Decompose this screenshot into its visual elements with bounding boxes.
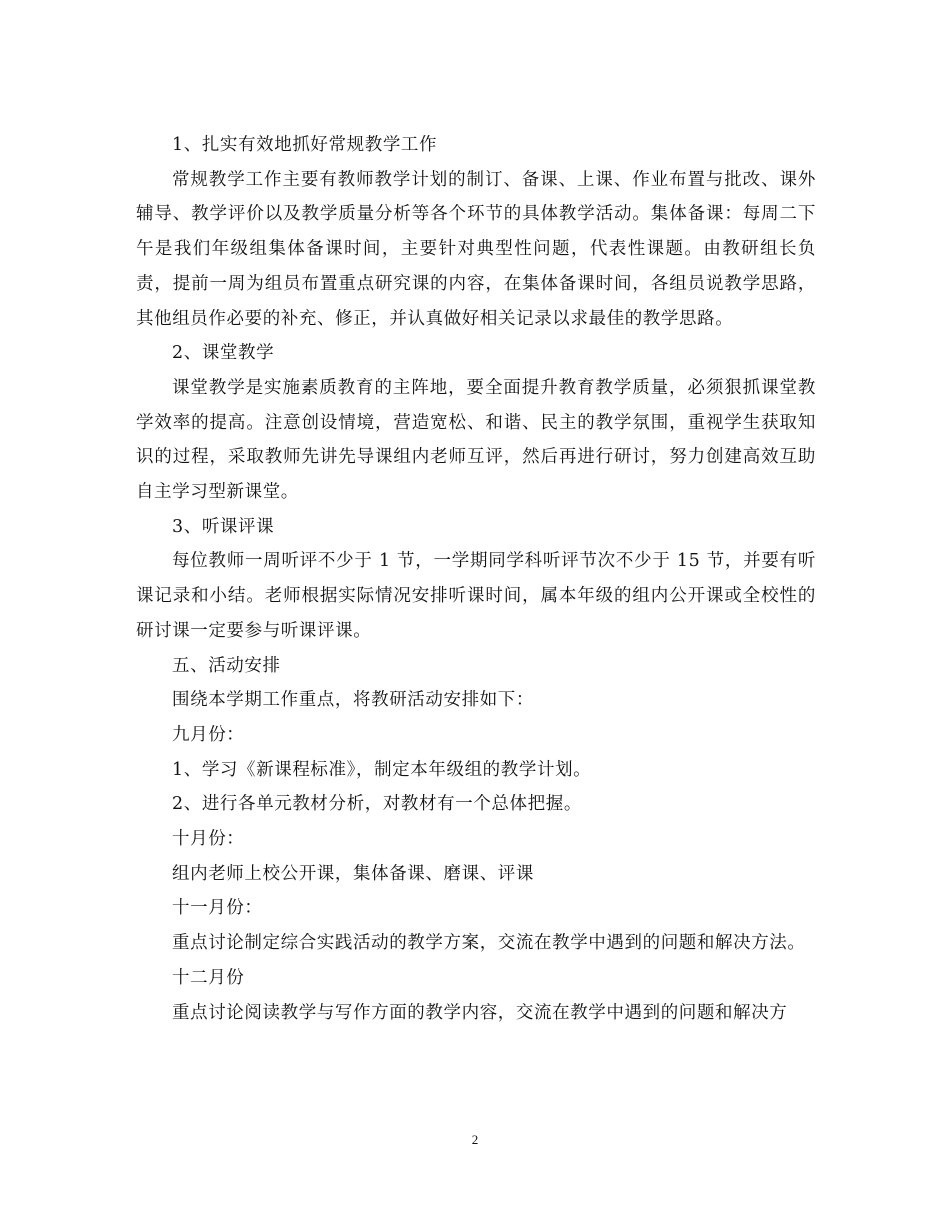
paragraph-lesson-observation: 每位教师一周听评不少于 1 节，一学期同学科听评节次不少于 15 节，并要有听课记录和小结。老师根据实际情况安排听课时间，属本年级的组内公开课或全校性的研讨课一定要参与听课评课。: [136, 551, 816, 641]
month-heading-december: 十二月份: [172, 967, 245, 988]
section-heading-routine-teaching: 1、扎实有效地抓好常规教学工作: [172, 135, 438, 155]
document-body: [136, 128, 816, 1030]
paragraph-october: 组内老师上校公开课，集体备课、磨课、评课: [172, 863, 534, 884]
paragraph-classroom-teaching: 课堂教学是实施素质教育的主阵地，要全面提升教育教学质量，必须狠抓课堂教学效率的提高。注意创设情境，营造宽松、和谐、民主的教学氛围，重视学生获取知识的过程，采取教师先讲先导课组内老师互评，然后再进行研讨，努力创建高效互助自主学习型新课堂。: [136, 377, 816, 503]
paragraph-november: 重点讨论制定综合实践活动的教学方案，交流在教学中遇到的问题和解决方法。: [172, 933, 806, 954]
paragraph-december: 重点讨论阅读教学与写作方面的教学内容，交流在教学中遇到的问题和解决方: [172, 1002, 788, 1023]
month-heading-october: 十月份：: [172, 829, 245, 850]
list-item-september-1: 1、学习《新课程标准》，制定本年级组的教学计划。: [172, 759, 592, 780]
list-item-september-2: 2、进行各单元教材分析，对教材有一个总体把握。: [172, 794, 582, 815]
section-heading-classroom-teaching: 2、课堂教学: [172, 343, 275, 364]
month-heading-november: 十一月份：: [172, 898, 263, 919]
month-heading-september: 九月份：: [172, 724, 245, 745]
section-heading-activity-schedule: 五、活动安排: [172, 655, 281, 676]
paragraph-schedule-intro: 围绕本学期工作重点，将教研活动安排如下：: [172, 690, 534, 711]
paragraph-routine-teaching: 常规教学工作主要有教师教学计划的制订、备课、上课、作业布置与批改、课外辅导、教学评价以及教学质量分析等各个环节的具体教学活动。集体备课：每周二下午是我们年级组集体备课时间，主要针对典型性问题，代表性课题。由教研组长负责，提前一周为组员布置重点研究课的内容，在集体备课时间，各组员说教学思路，其他组员作必要的补充、修正，并认真做好相关记录以求最佳的教学思路。: [136, 169, 816, 329]
page-number: 2: [471, 1132, 479, 1147]
section-heading-lesson-observation: 3、听课评课: [172, 516, 275, 537]
